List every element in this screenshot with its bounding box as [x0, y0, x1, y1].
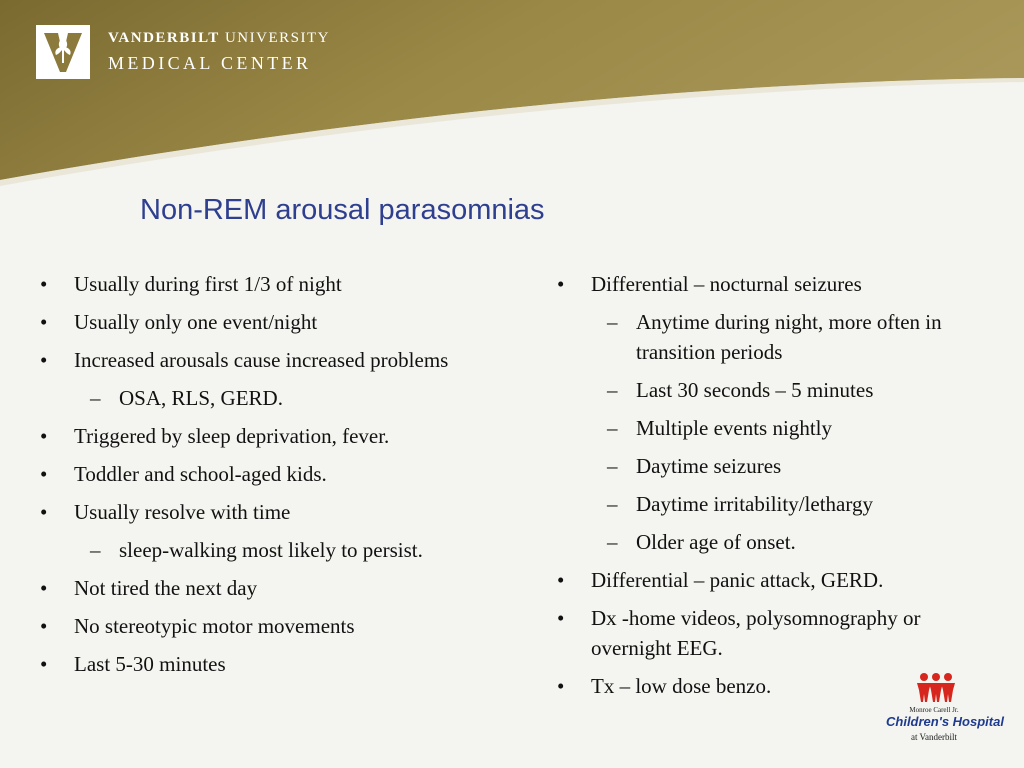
right-bullet-item: [557, 269, 997, 557]
left-bullet-item: [40, 573, 540, 603]
brand-bold-text: VANDERBILT: [108, 30, 220, 46]
sub-bullet-item: [74, 535, 540, 565]
sub-bullet-item: [591, 307, 997, 367]
bullet-marker: •: [40, 272, 48, 296]
sub-bullet-item: [591, 489, 997, 519]
childrens-hospital-logo: [886, 672, 1004, 748]
left-bullet-item: [40, 649, 540, 679]
sub-bullet-text: Anytime during night, more often in transition periods: [636, 310, 942, 364]
sub-bullet-list: [74, 535, 540, 565]
sub-bullet-text: Daytime seizures: [636, 454, 782, 478]
left-bullet-item: [40, 497, 540, 565]
brand-medical-center: MEDICAL CENTER: [108, 53, 312, 73]
right-column: [557, 269, 997, 709]
sub-bullet-text: Last 30 seconds – 5 minutes: [636, 378, 874, 402]
sub-bullet-text: Older age of onset.: [636, 530, 796, 554]
dash-marker: –: [607, 416, 618, 440]
bullet-text: Differential – nocturnal seizures: [591, 272, 862, 296]
hospital-logo-line2: Children's Hospital: [886, 714, 1004, 729]
dash-marker: –: [90, 538, 101, 562]
bullet-text: Not tired the next day: [74, 576, 258, 600]
sub-bullet-item: [74, 383, 540, 413]
bullet-marker: •: [40, 424, 48, 448]
dash-marker: –: [607, 492, 618, 516]
sub-bullet-list: [591, 307, 997, 557]
bullet-text: Differential – panic attack, GERD.: [591, 568, 884, 592]
left-bullet-item: [40, 421, 540, 451]
bullet-text: Usually only one event/night: [74, 310, 318, 334]
dash-marker: –: [607, 310, 618, 334]
bullet-marker: •: [557, 606, 565, 630]
left-bullet-item: [40, 459, 540, 489]
bullet-marker: •: [40, 310, 48, 334]
bullet-text: Last 5-30 minutes: [74, 652, 226, 676]
right-bullet-item: [557, 603, 997, 663]
sub-bullet-text: Multiple events nightly: [636, 416, 832, 440]
bullet-marker: •: [40, 348, 48, 372]
paper-dolls-icon: [916, 672, 956, 704]
bullet-marker: •: [40, 576, 48, 600]
bullet-marker: •: [557, 568, 565, 592]
right-bullet-item: [557, 565, 997, 595]
bullet-marker: •: [40, 500, 48, 524]
left-column: [40, 269, 540, 687]
bullet-text: Dx -home videos, polysomnography or overnight EEG.: [591, 606, 921, 660]
dash-marker: –: [607, 454, 618, 478]
brand-regular-text: UNIVERSITY: [224, 30, 330, 46]
hospital-logo-line3: at Vanderbilt: [910, 732, 958, 742]
left-bullet-item: [40, 345, 540, 413]
dash-marker: –: [607, 530, 618, 554]
sub-bullet-text: Daytime irritability/lethargy: [636, 492, 873, 516]
oak-leaf-v-icon: [36, 25, 90, 79]
sub-bullet-item: [591, 527, 997, 557]
sub-bullet-item: [591, 451, 997, 481]
bullet-marker: •: [557, 272, 565, 296]
vanderbilt-logo: [36, 25, 90, 79]
left-bullet-list: [40, 269, 540, 679]
slide-title: Non-REM arousal parasomnias: [140, 194, 545, 226]
brand-university-name: [108, 30, 330, 47]
bullet-text: No stereotypic motor movements: [74, 614, 355, 638]
bullet-text: Increased arousals cause increased problems: [74, 348, 449, 372]
bullet-text: Usually during first 1/3 of night: [74, 272, 342, 296]
bullet-marker: •: [40, 462, 48, 486]
left-bullet-item: [40, 269, 540, 299]
dash-marker: –: [607, 378, 618, 402]
bullet-marker: •: [40, 614, 48, 638]
left-bullet-item: [40, 307, 540, 337]
right-bullet-list: [557, 269, 997, 701]
sub-bullet-item: [591, 413, 997, 443]
bullet-text: Usually resolve with time: [74, 500, 291, 524]
sub-bullet-text: OSA, RLS, GERD.: [119, 386, 283, 410]
bullet-text: Triggered by sleep deprivation, fever.: [74, 424, 390, 448]
bullet-marker: •: [557, 674, 565, 698]
left-bullet-item: [40, 611, 540, 641]
sub-bullet-text: sleep-walking most likely to persist.: [119, 538, 423, 562]
bullet-text: Toddler and school-aged kids.: [74, 462, 327, 486]
sub-bullet-list: [74, 383, 540, 413]
dash-marker: –: [90, 386, 101, 410]
hospital-logo-line1: Monroe Carell Jr.: [909, 706, 959, 714]
sub-bullet-item: [591, 375, 997, 405]
bullet-text: Tx – low dose benzo.: [591, 674, 772, 698]
bullet-marker: •: [40, 652, 48, 676]
